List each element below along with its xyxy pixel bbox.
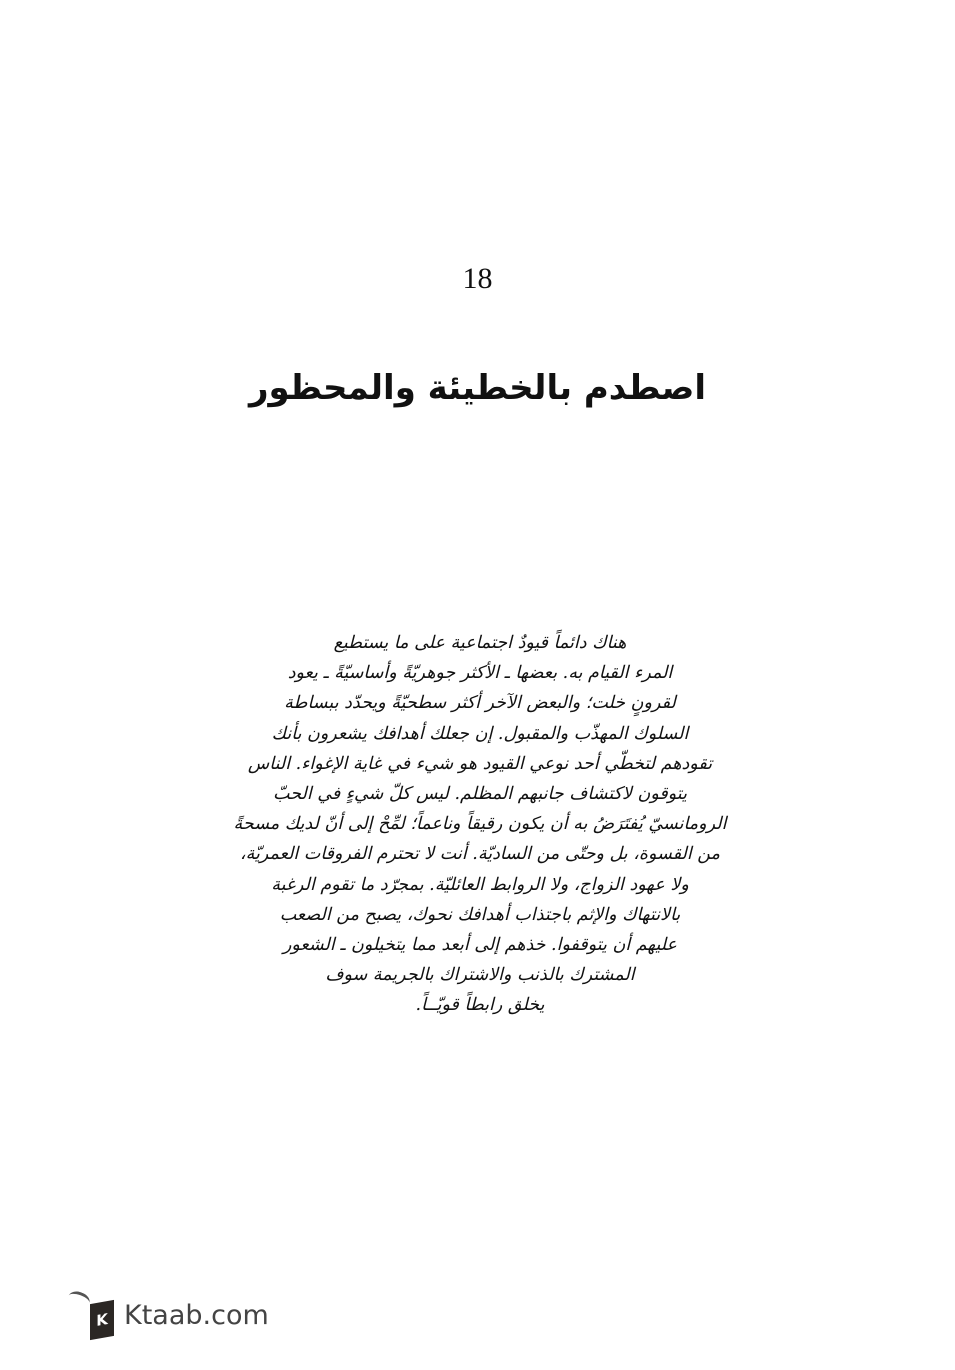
paragraph xyxy=(200,628,760,1020)
paragraph-line: من القسوة، بل وحتّى من الساديّة. أنت لا تحترم الفروقات العمريّة، xyxy=(239,844,720,865)
paragraph-line: السلوك المهذّب والمقبول. إن جعلك أهدافك يشعرون بأنك xyxy=(271,723,689,744)
book-logo-icon: K xyxy=(62,1290,118,1340)
watermark-text: Ktaab.com xyxy=(124,1299,269,1331)
paragraph-line: المرء القيام به. بعضها ـ الأكثر جوهريّةً وأساسيّةً ـ يعود xyxy=(287,663,673,684)
page-number: 18 xyxy=(462,262,493,295)
paragraph-line: لقرونٍ خلت؛ والبعض الآخر أكثر سطحيّةً ويحدّد ببساطة xyxy=(284,693,676,714)
paragraph-line: تقودهم لتخطّي أحد نوعي القيود هو شيء في غاية الإغواء. الناس xyxy=(247,753,713,774)
paragraph-line: الرومانسيّ يُفتَرَضُ به أن يكون رقيقاً وناعماً؛ لمِّحْ إلى أنّ لديك مسحةً xyxy=(233,814,727,835)
paragraph-line: بالانتهاك والإثم باجتذاب أهدافك نحوك، يصبح من الصعب xyxy=(279,904,681,925)
paragraph-line: يتوقون لاكتشاف جانبهم المظلم. ليس كلّ شيءٍ في الحبّ xyxy=(273,783,687,804)
paragraph-line: يخلق رابطاً قويّــاً. xyxy=(415,995,545,1016)
paragraph-line: هناك دائماً قيودٌ اجتماعية على ما يستطيع xyxy=(333,633,627,653)
paragraph-line: عليهم أن يتوقفوا. خذهم إلى أبعد مما يتخيلون ـ الشعور xyxy=(282,934,677,955)
paragraph-line: المشترك بالذنب والاشتراك بالجريمة سوف xyxy=(325,965,635,986)
ktaab-watermark xyxy=(62,1290,269,1340)
paragraph-line: ولا عهود الزواج، ولا الروابط العائليّة. بمجرّد ما تقوم الرغبة xyxy=(271,874,689,895)
chapter-title: اصطدم بالخطيئة والمحظور xyxy=(248,368,707,408)
